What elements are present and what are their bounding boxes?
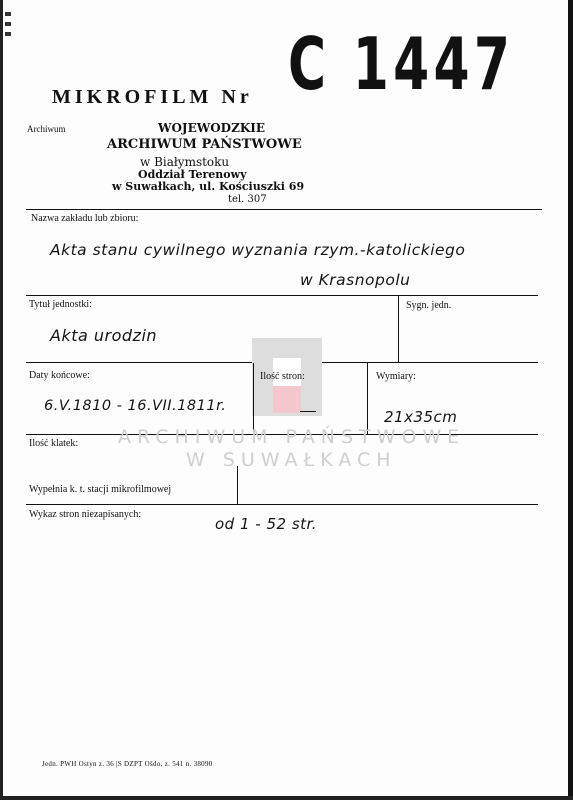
film-perforation bbox=[5, 12, 11, 16]
card-left-edge bbox=[0, 0, 3, 800]
divider bbox=[26, 209, 542, 210]
archive-stamp-line: Oddział Terenowy bbox=[138, 168, 247, 181]
pages-label: Ilość stron: bbox=[260, 371, 305, 382]
station-label: Wypełnia k. t. stacji mikrofilmowej bbox=[29, 484, 172, 495]
archive-stamp-line: w Białymstoku bbox=[140, 155, 230, 169]
archive-stamp-line: WOJEWODZKIE bbox=[158, 121, 266, 135]
footer-imprint: Jedn. PWH Ostyn z. 36 |S DZPT Ošdo, z. 541 n. 38090 bbox=[42, 760, 213, 768]
institution-value: w Krasnopolu bbox=[300, 271, 411, 289]
dates-value: 6.V.1810 - 16.VII.1811r. bbox=[44, 398, 227, 414]
watermark-text: W SUWAŁKACH bbox=[186, 449, 397, 471]
institution-label: Nazwa zakładu lub zbioru: bbox=[31, 213, 139, 224]
pages-list-label: Wykaz stron niezapisanych: bbox=[29, 509, 142, 520]
film-perforation bbox=[5, 32, 11, 36]
archive-label: Archiwum bbox=[27, 124, 66, 134]
dimensions-label: Wymiary: bbox=[376, 371, 416, 382]
divider bbox=[26, 295, 538, 296]
signature-label: Sygn. jedn. bbox=[406, 300, 452, 311]
watermark-text: ARCHIWUM PAŃSTWOWE bbox=[118, 426, 466, 448]
dates-label: Daty końcowe: bbox=[29, 370, 90, 381]
institution-value: Akta stanu cywilnego wyznania rzym.-katolickiego bbox=[50, 241, 466, 259]
divider bbox=[26, 504, 538, 505]
divider bbox=[398, 296, 399, 362]
divider bbox=[253, 363, 254, 435]
microfilm-number: C 1447 bbox=[288, 22, 515, 106]
film-perforation bbox=[5, 22, 11, 26]
card-bottom-edge bbox=[0, 796, 573, 800]
card-title: MIKROFILM Nr bbox=[52, 86, 253, 108]
pages-list-value: od 1 - 52 str. bbox=[215, 515, 318, 533]
pages-value-dash bbox=[300, 411, 316, 412]
card-right-edge bbox=[568, 0, 573, 800]
divider bbox=[367, 363, 368, 435]
unit-title-value: Akta urodzin bbox=[50, 326, 158, 345]
archive-stamp-line: ARCHIWUM PAŃSTWOWE bbox=[107, 137, 302, 152]
dimensions-value: 21x35cm bbox=[384, 408, 458, 426]
divider bbox=[237, 466, 238, 504]
unit-title-label: Tytuł jednostki: bbox=[29, 299, 92, 310]
archive-stamp-line: w Suwałkach, ul. Kościuszki 69 bbox=[112, 180, 305, 193]
frames-label: Ilość klatek: bbox=[29, 438, 79, 449]
archive-stamp-line: tel. 307 bbox=[228, 194, 267, 205]
